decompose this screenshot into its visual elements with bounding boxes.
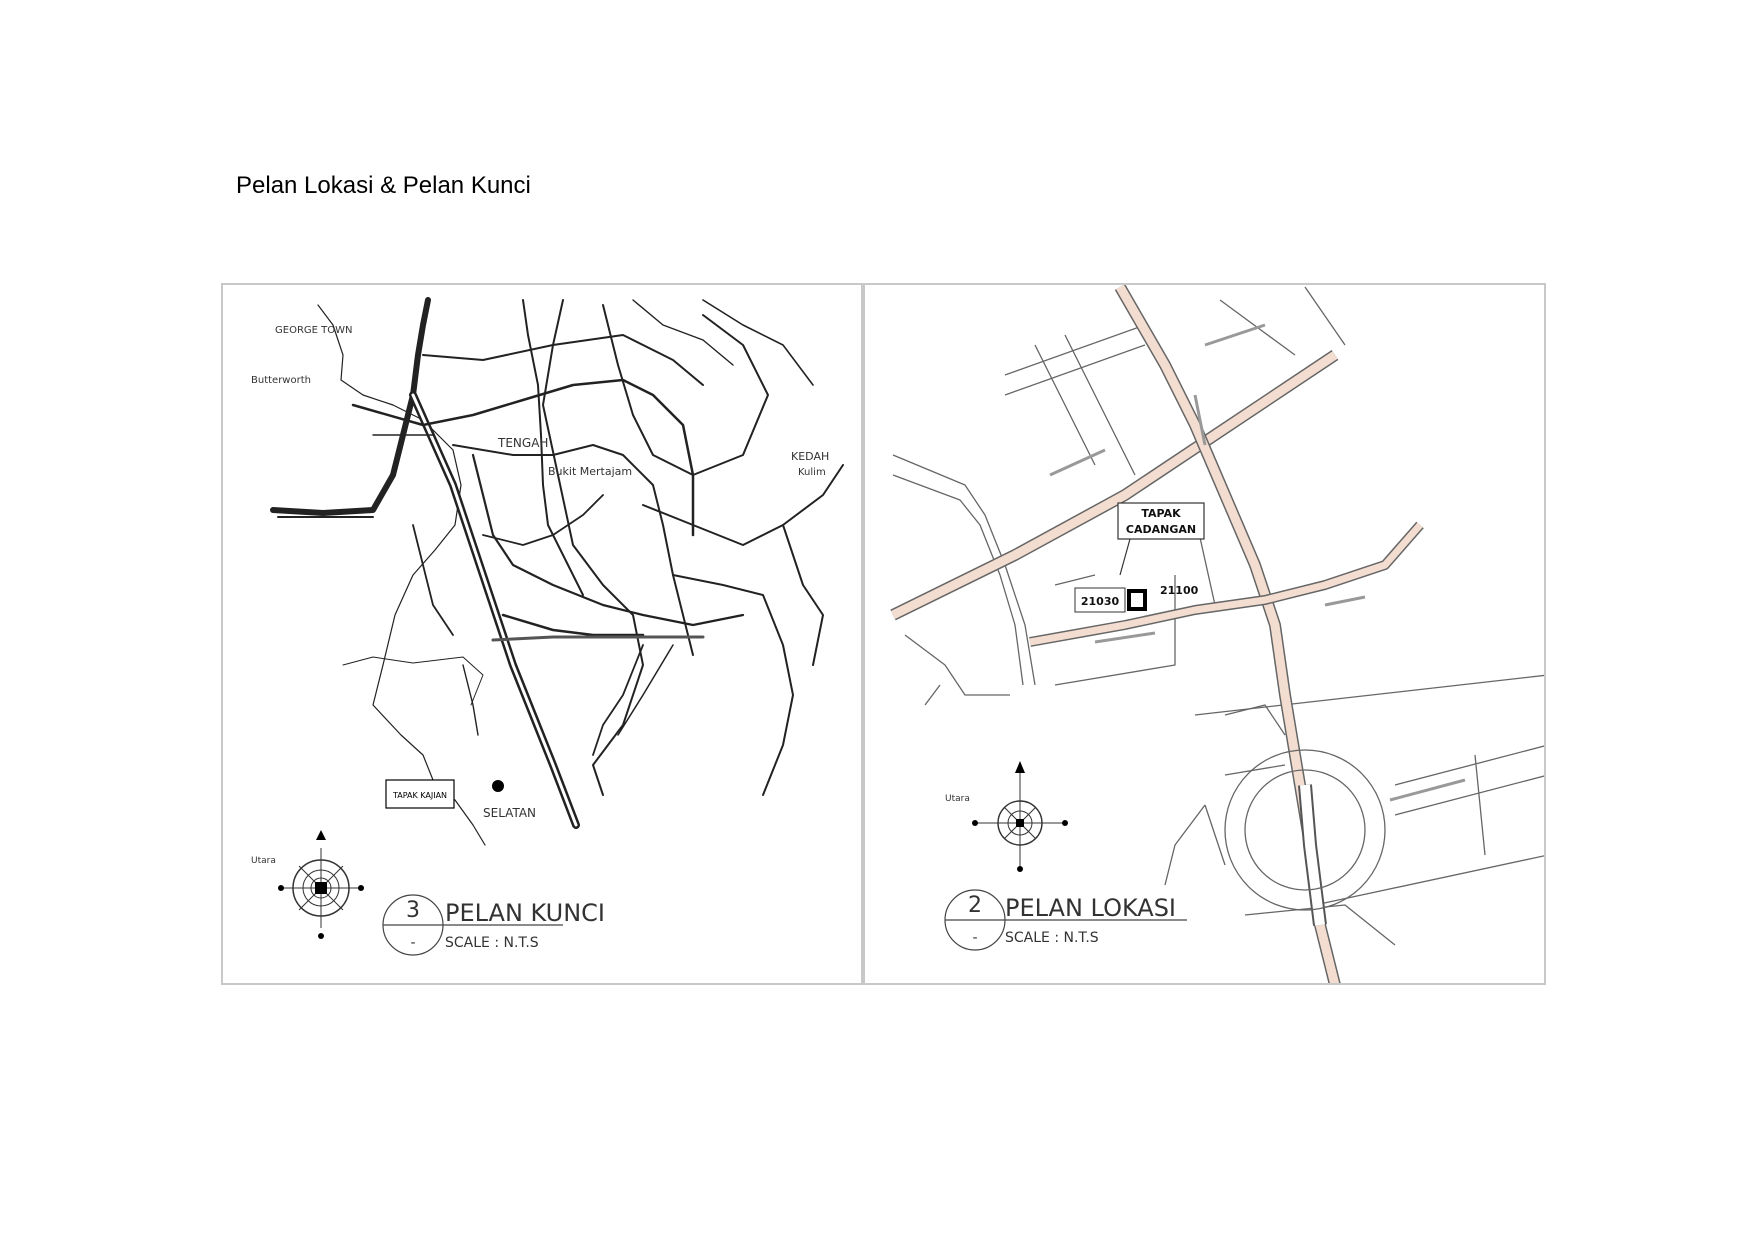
coastline	[318, 305, 485, 845]
road-minor	[1035, 345, 1095, 465]
label-selatan: SELATAN	[483, 806, 537, 820]
road-minor	[1225, 765, 1285, 775]
key-plan-number: 3	[406, 898, 420, 923]
road-major	[1030, 525, 1420, 642]
page-title: Pelan Lokasi & Pelan Kunci	[236, 172, 531, 199]
road	[673, 575, 793, 795]
label-george-town: GEORGE TOWN	[275, 325, 353, 336]
label-kedah: KEDAH	[791, 450, 830, 463]
location-plan-number: 2	[968, 893, 982, 918]
road-minor	[1395, 745, 1546, 785]
label-bukit-mertajam: Bukit Mertajam	[548, 465, 633, 478]
label-butterworth: Butterworth	[251, 375, 311, 386]
key-plan-panel	[221, 283, 863, 985]
road	[353, 380, 693, 535]
road	[593, 645, 643, 755]
road-major	[1120, 287, 1335, 985]
north-arrow-icon	[251, 830, 364, 939]
key-plan-scale: SCALE : N.T.S	[445, 935, 539, 951]
road	[503, 615, 643, 635]
road	[703, 300, 813, 385]
road-minor	[1315, 855, 1546, 905]
key-plan-title: PELAN KUNCI	[445, 899, 606, 927]
location-plan-dash: -	[972, 930, 978, 946]
road	[618, 645, 673, 735]
road-minor	[893, 455, 1035, 685]
lot-number-right: 21100	[1160, 584, 1199, 597]
label-tengah: TENGAH	[498, 436, 549, 450]
road	[413, 525, 453, 635]
road-minor	[1065, 335, 1135, 475]
label-kulim: Kulim	[798, 467, 826, 478]
road	[473, 455, 743, 625]
road-secondary	[493, 637, 703, 640]
north-label: Utara	[251, 856, 276, 866]
key-plan-dash: -	[410, 935, 416, 951]
site-marker	[386, 780, 504, 808]
lot-number-left: 21030	[1080, 595, 1120, 608]
road-minor	[1225, 705, 1285, 735]
road-minor	[1475, 755, 1485, 855]
road-minor	[1305, 287, 1345, 345]
site-callout	[1075, 503, 1204, 612]
location-plan-panel	[863, 283, 1546, 985]
location-plan-scale: SCALE : N.T.S	[1005, 930, 1099, 946]
road-minor	[1195, 675, 1546, 715]
road	[543, 300, 643, 795]
location-plan-title: PELAN LOKASI	[1005, 894, 1177, 922]
north-arrow-icon	[945, 761, 1068, 872]
north-label: Utara	[945, 794, 970, 804]
coastline-lower	[343, 657, 483, 705]
road-minor	[1205, 805, 1225, 865]
road	[463, 665, 478, 735]
site-label: TAPAK KAJIAN	[392, 791, 448, 800]
road	[483, 495, 603, 545]
road-minor	[905, 635, 1010, 695]
road	[783, 525, 823, 665]
road-minor	[1165, 805, 1205, 885]
site-label-line2: CADANGAN	[1125, 523, 1197, 536]
key-plan-map	[223, 285, 863, 985]
road-minor	[1395, 775, 1546, 815]
road	[603, 305, 768, 475]
road-minor	[1055, 575, 1095, 585]
location-plan-map	[865, 285, 1546, 985]
site-label-line1: TAPAK	[1141, 507, 1181, 520]
road	[423, 335, 703, 385]
road-minor	[925, 685, 940, 705]
road-minor	[1005, 325, 1145, 375]
road-minor	[1005, 345, 1145, 395]
title-block	[945, 890, 1187, 950]
title-block	[383, 895, 605, 955]
